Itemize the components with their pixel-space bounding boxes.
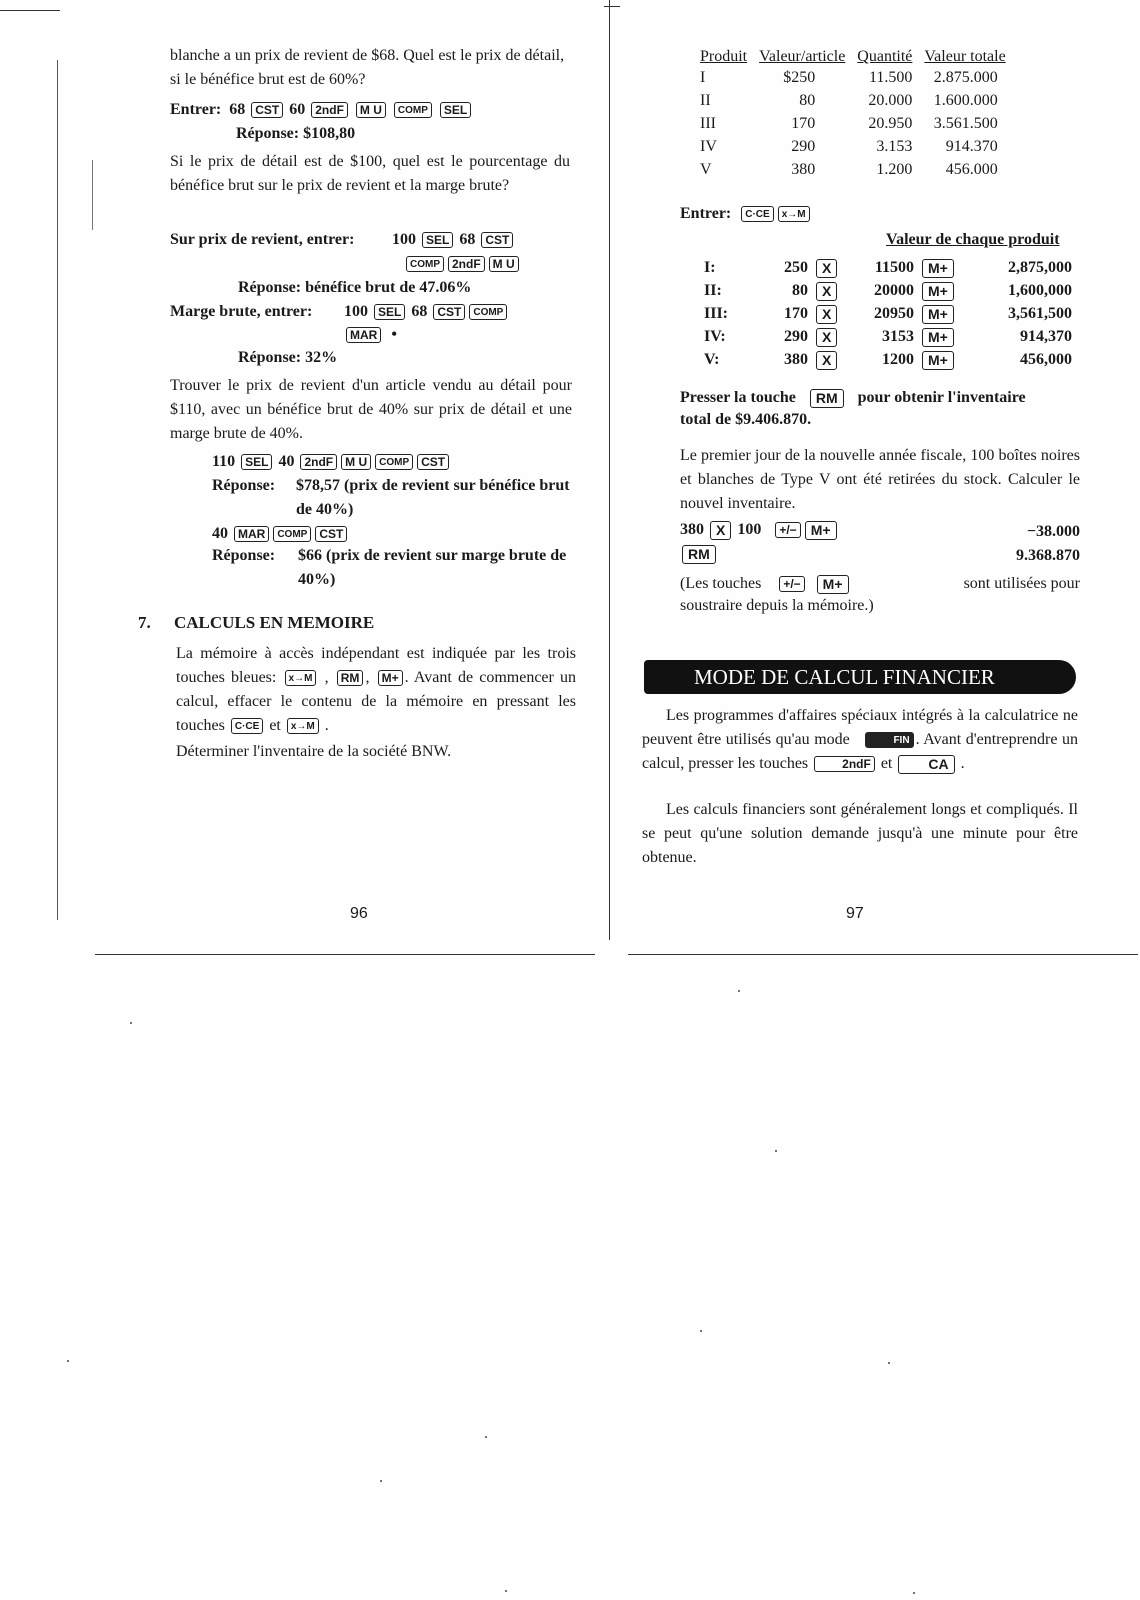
cell: 80 xyxy=(799,92,816,109)
reponse-4-text: $78,57 (prix de revient sur bénéfice brut de 40%) xyxy=(296,477,570,518)
2ndf-key: 2ndF xyxy=(311,102,348,118)
calc-b: 20000 xyxy=(874,282,914,299)
header-valeur-totale: Valeur totale xyxy=(924,48,1006,65)
calc-label: I: xyxy=(704,259,716,276)
cell: 456.000 xyxy=(945,161,998,178)
table-row xyxy=(694,158,1012,181)
cst-key: CST xyxy=(433,304,465,320)
reponse-3: Réponse: 32% xyxy=(238,349,338,366)
value: 100 xyxy=(344,303,368,320)
mplus-key: M+ xyxy=(922,305,954,324)
fin-key: FIN xyxy=(865,732,913,748)
cell: 1.600.000 xyxy=(933,92,998,109)
presser-line-1 xyxy=(680,386,1080,410)
page-number-left: 96 xyxy=(350,905,368,922)
left-margin-line xyxy=(57,60,58,920)
header-quantite: Quantité xyxy=(857,48,913,65)
sel-key: SEL xyxy=(241,454,272,470)
cell: 2.875.000 xyxy=(933,69,998,86)
center-fold-line xyxy=(609,0,610,940)
calc-b: 3153 xyxy=(882,328,914,345)
times-key: X xyxy=(816,305,837,324)
sel-key: SEL xyxy=(422,232,453,248)
bullet: • xyxy=(391,326,397,343)
sur-prix-label: Sur prix de revient, entrer: xyxy=(170,231,355,248)
para-premier-jour: Le premier jour de la nouvelle année fiscale, 100 boîtes noires et blanches de Type V ont été retirées du stock. Calculer le nouvel inventaire. xyxy=(680,447,1080,512)
entrer-label: Entrer: xyxy=(680,205,732,222)
calc-row xyxy=(704,325,1084,348)
value: 380 xyxy=(680,521,704,538)
mplus-key: M+ xyxy=(922,259,954,278)
cell: 11.500 xyxy=(868,69,913,86)
value: 100 xyxy=(392,231,416,248)
calc-label: V: xyxy=(704,351,720,368)
bottom-right-rule xyxy=(628,954,1138,955)
left-para-1: blanche a un prix de revient de $68. Quel est le prix de détail, si le bénéfice brut est de 60%? xyxy=(170,47,565,88)
value: 110 xyxy=(212,453,236,470)
fin-text-b: . Avant d'entreprendre un calcul, presser les touches xyxy=(642,731,1079,772)
value: 60 xyxy=(289,101,306,118)
header-valeur-article: Valeur/article xyxy=(759,48,846,65)
xm-key: x→M xyxy=(285,670,317,686)
mplus-key: M+ xyxy=(805,521,837,540)
speck xyxy=(738,990,740,992)
speck xyxy=(130,1022,132,1024)
entrer-clear xyxy=(680,202,812,226)
sel-key: SEL xyxy=(374,304,405,320)
value: 100 xyxy=(737,521,762,538)
entrer-sequence-1 xyxy=(170,98,473,122)
plusminus-key: +/− xyxy=(779,576,804,592)
calc-label: II: xyxy=(704,282,722,299)
calc-result: 1,600,000 xyxy=(1008,282,1072,299)
memory-text-b: . Avant de commencer un calcul, effacer le contenu de la mémoire en pressant les touches xyxy=(176,669,577,734)
rm-key: RM xyxy=(337,670,364,686)
sequence-4 xyxy=(212,450,451,474)
calc-row xyxy=(704,302,1084,325)
bottom-left-rule xyxy=(95,954,595,955)
calc-result: 2,875,000 xyxy=(1008,259,1072,276)
rm-key: RM xyxy=(810,389,844,408)
comp-key: COMP xyxy=(394,102,432,118)
section-banner: MODE DE CALCUL FINANCIER xyxy=(644,660,1076,694)
value: 68 xyxy=(229,101,246,118)
les-touches-line-2: soustraire depuis la mémoire.) xyxy=(680,597,874,614)
left-inner-line xyxy=(92,160,93,230)
times-key: X xyxy=(710,521,731,540)
calc-a: 250 xyxy=(784,259,808,276)
cell: 3.153 xyxy=(876,138,913,155)
subtract-result-1: −38.000 xyxy=(1026,523,1080,540)
speck xyxy=(888,1362,890,1364)
value: 68 xyxy=(459,231,476,248)
times-key: X xyxy=(816,259,837,278)
cell: III xyxy=(700,115,716,132)
fin-text-a: Les programmes d'affaires spéciaux intégrés à la calculatrice ne peuvent être utilisés qu'au mode xyxy=(642,707,1078,748)
table-row xyxy=(694,112,1012,135)
mplus-key: M+ xyxy=(922,282,954,301)
page-number-right: 97 xyxy=(846,905,864,922)
fin-para-2: Les calculs financiers sont généralement longs et compliqués. Il se peut qu'une solution demande jusqu'à une minute pour être obtenue. xyxy=(642,801,1078,866)
speck xyxy=(700,1330,702,1332)
memory-para-1: La mémoire à accès indépendant est indiquée par les trois touches bleues: x→M , RM , M+ . Avant de commencer un calcul, effacer le contenu de la mémoire en pressant les touches C·CE et x→M . xyxy=(176,645,577,734)
les-touches-line-1 xyxy=(680,572,1080,596)
calc-row xyxy=(704,348,1084,371)
presser-text-a: Presser la touche xyxy=(680,389,796,406)
calc-b: 11500 xyxy=(874,259,914,276)
marge-sequence-2 xyxy=(344,323,397,347)
speck xyxy=(67,1360,69,1362)
sequence-5 xyxy=(212,522,349,546)
les-touches-a: (Les touches xyxy=(680,575,762,592)
table-row xyxy=(694,89,1012,112)
speck xyxy=(380,1480,382,1482)
section-number: 7. xyxy=(138,613,151,632)
speck xyxy=(775,1150,777,1152)
cell: V xyxy=(700,161,712,178)
reponse-2: Réponse: bénéfice brut de 47.06% xyxy=(238,279,472,296)
cell: IV xyxy=(700,138,717,155)
reponse-5-label: Réponse: xyxy=(212,547,276,564)
rm-key: RM xyxy=(682,545,716,564)
cell: 170 xyxy=(791,115,816,132)
cell: 3.561.500 xyxy=(933,115,998,132)
calc-label: III: xyxy=(704,305,729,322)
header-produit: Produit xyxy=(700,48,748,65)
table-header-row xyxy=(694,48,1012,66)
2ndf-key: 2ndF xyxy=(814,756,875,772)
mplus-key: M+ xyxy=(922,351,954,370)
entrer-label: Entrer: xyxy=(170,101,222,118)
comp-key: COMP xyxy=(406,256,444,272)
cst-key: CST xyxy=(481,232,513,248)
presser-line-2: total de $9.406.870. xyxy=(680,411,812,428)
calc-label: IV: xyxy=(704,328,726,345)
value: 68 xyxy=(411,303,428,320)
sel-key: SEL xyxy=(440,102,471,118)
cell: 290 xyxy=(791,138,816,155)
cell: II xyxy=(700,92,711,109)
calc-a: 290 xyxy=(784,328,808,345)
top-right-rule xyxy=(604,6,620,7)
section-title: CALCULS EN MEMOIRE xyxy=(174,613,375,632)
calc-result: 3,561,500 xyxy=(1008,305,1072,322)
calc-row xyxy=(704,279,1084,302)
marge-label: Marge brute, entrer: xyxy=(170,303,313,320)
value: 40 xyxy=(278,453,295,470)
mar-key: MAR xyxy=(346,327,381,343)
memory-text-a: La mémoire à accès indépendant est indiquée par les trois touches bleues: xyxy=(176,645,576,686)
cce-key: C·CE xyxy=(231,718,263,734)
cell: $250 xyxy=(783,69,816,86)
calc-b: 1200 xyxy=(882,351,914,368)
calc-row xyxy=(704,256,1084,279)
left-para-3: Trouver le prix de revient d'un article vendu au détail pour $110, avec un bénéfice brut de 40% sur prix de détail et une marge brute de 40%. xyxy=(170,377,572,442)
cell: 380 xyxy=(791,161,816,178)
top-left-rule xyxy=(0,10,60,11)
xm-key: x→M xyxy=(778,206,810,222)
2ndf-key: 2ndF xyxy=(300,454,337,470)
cell: 20.000 xyxy=(868,92,913,109)
memory-para-2: Déterminer l'inventaire de la société BNW. xyxy=(176,743,452,760)
sur-prix-sequence xyxy=(392,228,515,252)
times-key: X xyxy=(816,351,837,370)
times-key: X xyxy=(816,282,837,301)
cst-key: CST xyxy=(315,526,347,542)
cell: I xyxy=(700,69,706,86)
les-touches-b: sont utilisées pour xyxy=(963,575,1080,592)
xm-key: x→M xyxy=(287,718,319,734)
ca-key: CA xyxy=(898,755,954,774)
fin-et: et xyxy=(880,755,893,772)
table-row xyxy=(694,66,1012,89)
reponse-4-label: Réponse: xyxy=(212,477,276,494)
left-para-2: Si le prix de détail est de $100, quel est le pourcentage du bénéfice brut sur le prix de revient et la marge brute? xyxy=(170,153,570,194)
reponse-5-text: $66 (prix de revient sur marge brute de 40%) xyxy=(298,547,567,588)
marge-sequence xyxy=(344,300,509,324)
table-row xyxy=(694,135,1012,158)
calc-b: 20950 xyxy=(874,305,914,322)
comp-key: COMP xyxy=(375,454,413,470)
cce-key: C·CE xyxy=(741,206,773,222)
cst-key: CST xyxy=(417,454,449,470)
plusminus-key: +/− xyxy=(775,522,800,538)
calc-result: 456,000 xyxy=(1020,351,1072,368)
calc-rows xyxy=(704,256,1084,371)
speck xyxy=(505,1590,507,1592)
2ndf-key: 2ndF xyxy=(448,256,485,272)
inventory-table xyxy=(694,48,1012,181)
cell: 1.200 xyxy=(876,161,913,178)
rm-sequence xyxy=(680,542,718,566)
valeur-chaque-header: Valeur de chaque produit xyxy=(886,231,1060,248)
calc-a: 380 xyxy=(784,351,808,368)
presser-text-b: pour obtenir l'inventaire xyxy=(857,389,1026,406)
calc-result: 914,370 xyxy=(1020,328,1072,345)
comp-key: COMP xyxy=(469,304,507,320)
fin-para-1: Les programmes d'affaires spéciaux intégrés à la calculatrice ne peuvent être utilisés qu'au mode FIN . Avant d'entreprendre un calcul, presser les touches 2ndF et CA . xyxy=(642,707,1079,772)
speck xyxy=(485,1436,487,1438)
cst-key: CST xyxy=(251,102,283,118)
mu-key: M U xyxy=(356,102,386,118)
speck xyxy=(913,1592,915,1594)
mplus-key: M+ xyxy=(817,575,849,594)
calc-a: 80 xyxy=(792,282,808,299)
cell: 20.950 xyxy=(868,115,913,132)
calc-a: 170 xyxy=(784,305,808,322)
sur-prix-sequence-2 xyxy=(404,252,521,276)
mplus-key: M+ xyxy=(378,670,403,686)
mu-key: M U xyxy=(489,256,519,272)
times-key: X xyxy=(816,328,837,347)
memory-et: et xyxy=(269,717,281,734)
reponse-1: Réponse: $108,80 xyxy=(236,125,356,142)
mplus-key: M+ xyxy=(922,328,954,347)
comp-key: COMP xyxy=(273,526,311,542)
mu-key: M U xyxy=(341,454,371,470)
mar-key: MAR xyxy=(234,526,269,542)
value: 40 xyxy=(212,525,228,542)
subtract-result-2: 9.368.870 xyxy=(1016,547,1080,564)
subtract-sequence xyxy=(680,518,839,542)
cell: 914.370 xyxy=(945,138,998,155)
